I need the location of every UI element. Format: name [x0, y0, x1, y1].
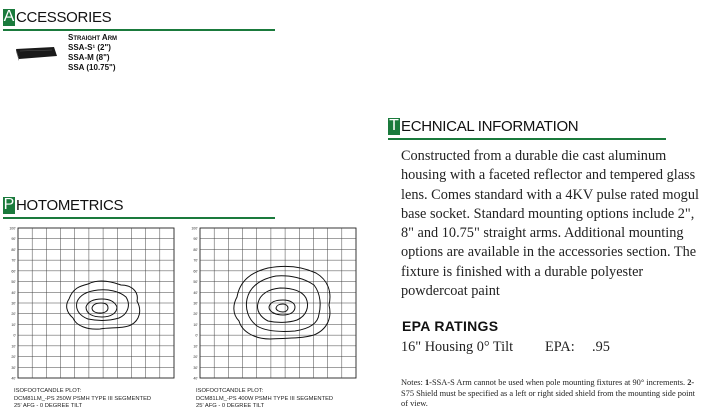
plot-y-tick-label: 10' — [193, 344, 198, 349]
plot-y-tick-label: 80' — [11, 247, 16, 252]
plot-y-tick-label: 40' — [11, 376, 16, 381]
plot-y-tick-label: 50' — [193, 280, 198, 285]
plot-y-tick-label: 50' — [11, 280, 16, 285]
accessories-header — [3, 8, 275, 30]
epa-label: EPA: — [545, 339, 575, 355]
isofootcandle-contour — [234, 266, 330, 339]
plot-y-tick-label: 0' — [195, 333, 198, 338]
plot-y-tick-label: 30' — [193, 365, 198, 370]
isofootcandle-contour — [86, 299, 117, 317]
plot-y-tick-label: 60' — [11, 269, 16, 274]
plot-2-caption-line-3: 25' AFG - 0 DEGREE TILT — [196, 403, 265, 409]
plot-y-tick-label: 40' — [11, 290, 16, 295]
plot-1-caption-line-1: ISOFOOTCANDLE PLOT: — [14, 388, 82, 394]
photometrics-title: HOTOMETRICS — [16, 197, 124, 214]
accessory-model-3: SSA (10.75") — [68, 63, 116, 72]
note-2-number: 2- — [687, 378, 695, 387]
isofootcandle-plot-1 — [4, 222, 180, 386]
epa-rating-line — [401, 339, 701, 357]
plot-y-tick-label: 90' — [11, 237, 16, 242]
isofootcandle-contour — [276, 304, 288, 312]
technical-title: ECHNICAL INFORMATION — [401, 118, 579, 135]
straight-arm-image — [14, 45, 58, 61]
plot-y-tick-label: 30' — [11, 365, 16, 370]
plot-y-tick-label: 10' — [11, 344, 16, 349]
photometrics-rule — [3, 217, 275, 219]
plot-y-tick-label: 80' — [193, 247, 198, 252]
plot-y-tick-label: 40' — [193, 376, 198, 381]
accessory-title: Straight Arm — [68, 33, 118, 42]
plot-y-tick-label: 90' — [193, 237, 198, 242]
epa-housing: 16" Housing 0° Tilt — [401, 339, 514, 355]
plot-y-tick-label: 10' — [11, 322, 16, 327]
accessory-info — [68, 33, 117, 73]
technical-notes — [401, 378, 701, 410]
plot-y-tick-label: 20' — [11, 312, 16, 317]
accessory-model-1: SSA-S¹ (2") — [68, 43, 111, 52]
plot-y-tick-label: 30' — [193, 301, 198, 306]
accessories-rule — [3, 29, 275, 31]
plot-y-tick-label: 10' — [193, 322, 198, 327]
accessories-title: CCESSORIES — [16, 9, 112, 26]
plot-grid — [9, 227, 174, 381]
plot-y-tick-label: 20' — [11, 355, 16, 360]
isofootcandle-contour — [269, 300, 295, 315]
plot-y-tick-label: 40' — [193, 290, 198, 295]
note-1-text: SSA-S Arm cannot be used when pole mounting fixtures at 90° increments. — [431, 378, 688, 387]
plot-y-tick-label: 70' — [11, 258, 16, 263]
note-1-number: 1- — [424, 378, 432, 387]
technical-cap-letter: T — [389, 117, 399, 134]
accessories-cap-letter: A — [3, 8, 15, 25]
plot-1-caption-line-3: 25' AFG - 0 DEGREE TILT — [14, 403, 83, 409]
plot-2-caption-line-2: DCM81LM_-PS 400W PSMH TYPE III SEGMENTED — [196, 395, 334, 402]
plot-y-tick-label: 100' — [191, 226, 198, 231]
plot-2-caption-line-1: ISOFOOTCANDLE PLOT: — [196, 388, 264, 394]
photometrics-header — [3, 196, 275, 218]
plot-y-tick-label: 100' — [9, 226, 16, 231]
notes-prefix: Notes: — [401, 378, 425, 387]
epa-ratings-title: EPA RATINGS — [402, 318, 499, 334]
technical-description: Constructed from a durable die cast aluminum housing with a faceted reflector and tempered glass lens. Comes standard with a 4KV pulse rated mogul base socket. Standard mounting options include 2", 8" and 10.75" straight arms. Additional mounting options are available in the accessories section. The fixture is finished with a durable polyester powdercoat paint — [401, 148, 699, 300]
plot-y-tick-label: 60' — [193, 269, 198, 274]
plot-y-tick-label: 0' — [13, 333, 16, 338]
accessory-model-2: SSA-M (8") — [68, 53, 110, 62]
isofootcandle-contour — [77, 290, 129, 321]
technical-rule — [388, 138, 666, 140]
isofootcandle-contours — [234, 266, 330, 339]
plot-y-tick-label: 70' — [193, 258, 198, 263]
epa-value: .95 — [592, 339, 610, 355]
plot-y-tick-label: 20' — [193, 355, 198, 360]
plot-1-caption-line-2: DCM81LM_-PS 250W PSMH TYPE III SEGMENTED — [14, 395, 152, 402]
isofootcandle-contour — [92, 303, 108, 313]
plot-y-tick-label: 20' — [193, 312, 198, 317]
isofootcandle-contour — [257, 288, 307, 322]
plot-y-tick-label: 30' — [11, 301, 16, 306]
note-2-text: S75 Shield must be specified as a left or right sided shield from the mounting side point of view. — [401, 388, 696, 409]
plot-2-caption — [196, 388, 333, 411]
photometrics-cap-letter: P — [3, 196, 15, 213]
plot-1-caption — [14, 388, 151, 411]
isofootcandle-plot-2 — [186, 222, 362, 386]
plot-grid — [191, 227, 356, 381]
technical-header — [388, 117, 666, 139]
